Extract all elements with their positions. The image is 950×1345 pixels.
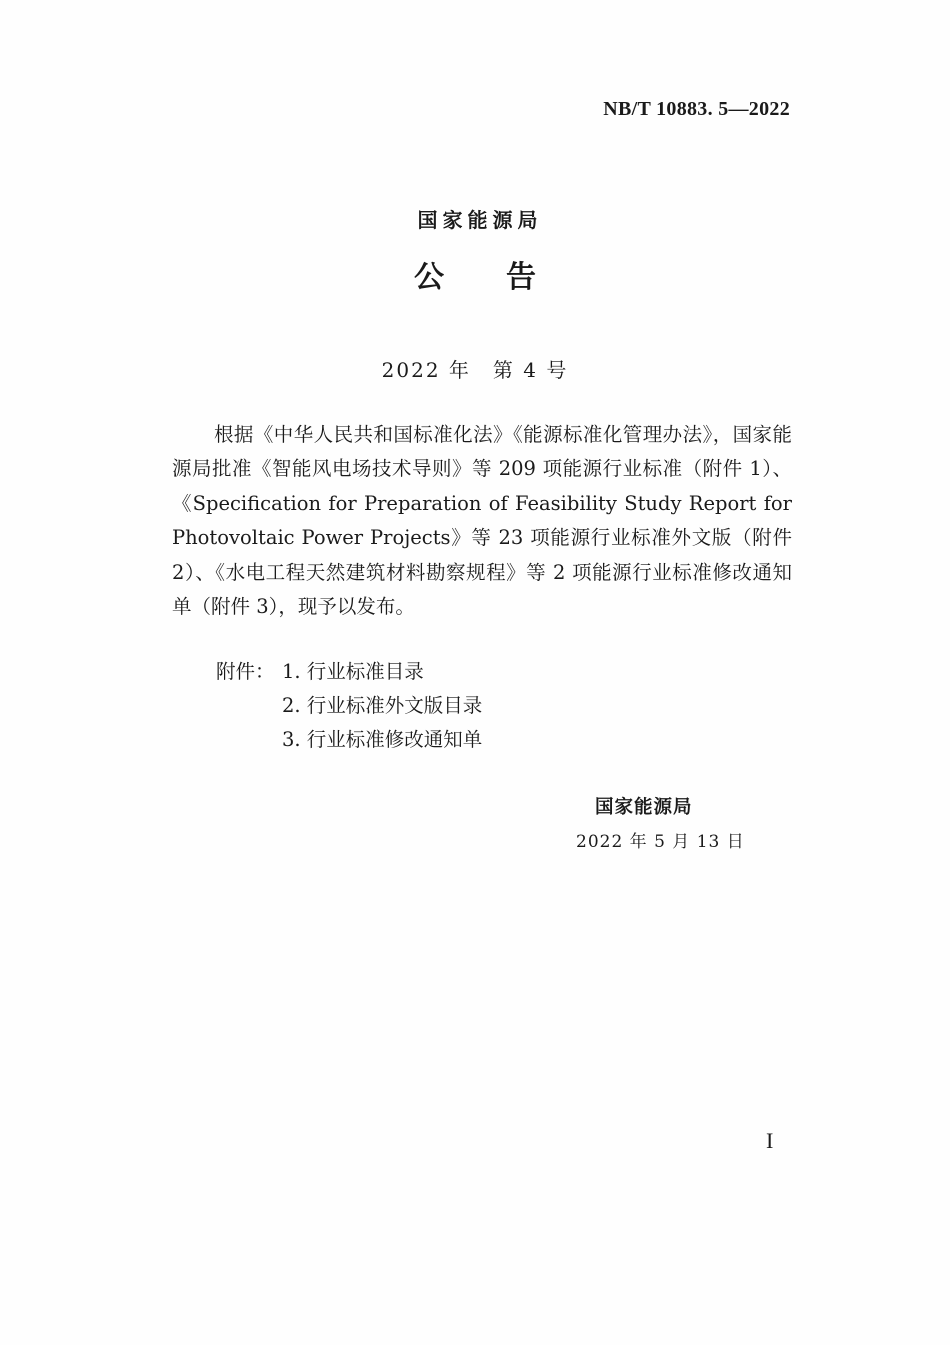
signature-date: 2022 年 5 月 13 日 — [576, 832, 745, 852]
page-number: I — [766, 1128, 774, 1153]
attachment-item — [216, 723, 482, 757]
attachment-item — [216, 689, 482, 723]
attachment-item-label: 2. 行业标准外文版目录 — [282, 694, 483, 717]
standard-code: NB/T 10883. 5—2022 — [603, 98, 790, 120]
signature-organization: 国家能源局 — [595, 797, 693, 818]
notice-number: 2022 年 第 4 号 — [381, 358, 569, 382]
issuer-heading: 国家能源局 — [417, 208, 543, 232]
attachments-label: 附件： — [216, 660, 275, 683]
attachments-list — [216, 655, 482, 757]
attachment-item-label: 1. 行业标准目录 — [282, 660, 424, 683]
attachment-item-label: 3. 行业标准修改通知单 — [282, 728, 483, 751]
notice-body: 根据《中华人民共和国标准化法》《能源标准化管理办法》，国家能源局批准《智能风电场技术导则》等 209 项能源行业标准（附件 1）、《Specification for Preparation of Feasibility Study Report for Photovoltaic Power Projects》等 23 项能源行业标准外文版（附件 2）、《水电工程天然建筑材料勘察规程》等 2 项能源行业标准修改通知单（附件 3），现予以发布。 — [172, 423, 792, 619]
notice-title: 公告 — [414, 260, 598, 295]
attachment-item — [216, 655, 482, 689]
